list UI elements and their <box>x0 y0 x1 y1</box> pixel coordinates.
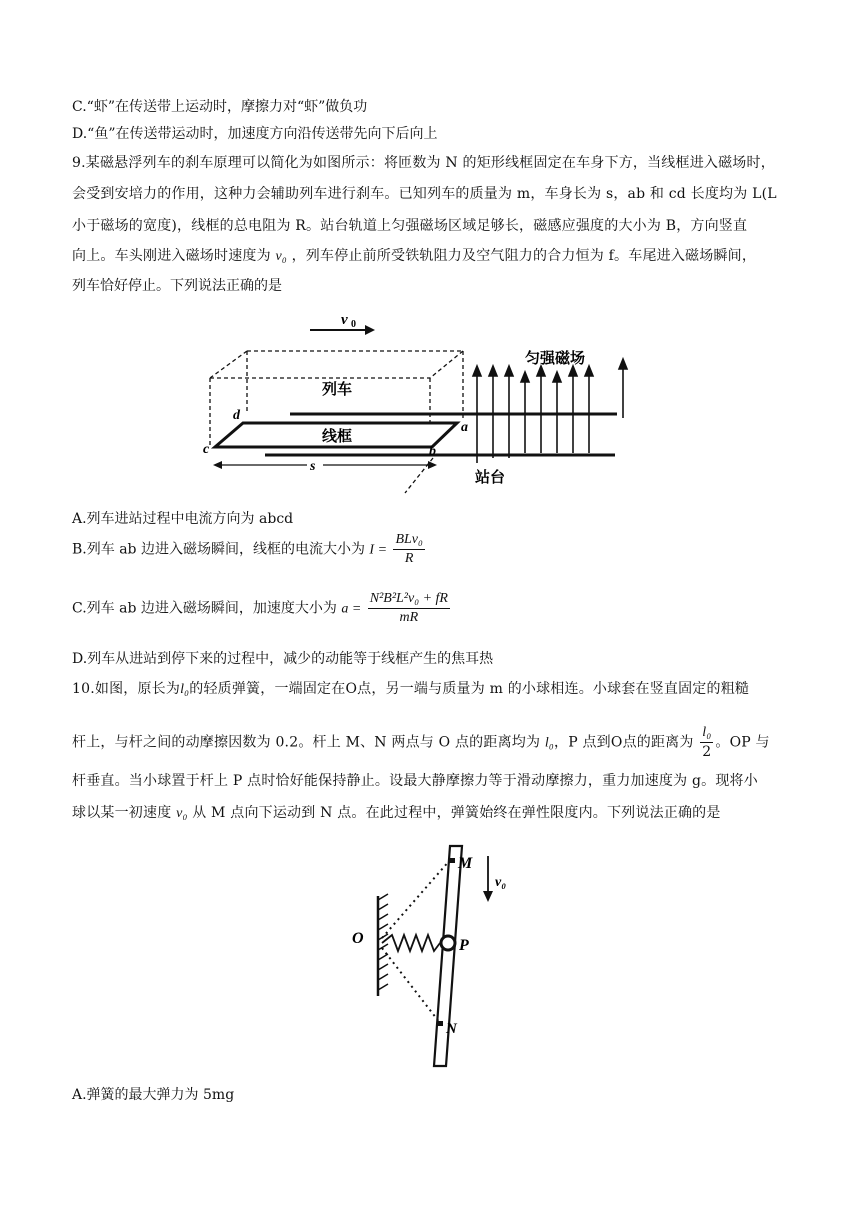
q9-stem-line4-end: ，列车停止前所受铁轨阻力及空气阻力的合力恒为 f。车尾进入磁场瞬间， <box>291 248 757 264</box>
frame-label: 线框 <box>322 427 353 445</box>
point-N-marker <box>437 1021 443 1026</box>
q9-option-c-text: C.列车 ab 边进入磁场瞬间，加速度大小为 <box>72 600 337 617</box>
label-c: c <box>203 442 210 457</box>
label-a: a <box>461 420 468 435</box>
length-s-arrow <box>213 458 437 474</box>
q10-half-numerator: l₀ <box>700 724 713 743</box>
q10-stem-line4 <box>72 803 721 824</box>
q9-option-c-denominator: mR <box>399 610 419 625</box>
q9-option-b-fraction <box>393 531 424 568</box>
q9-stem-line5: 列车恰好停止。下列说法正确的是 <box>72 278 282 294</box>
q10-stem-line4-end: 从 M 点向下运动到 N 点。在此过程中，弹簧始终在弹性限度内。下列说法正确的是 <box>192 805 721 821</box>
label-O: O <box>352 930 364 947</box>
platform-label: 站台 <box>475 468 506 486</box>
q10-stem-line2 <box>72 724 770 762</box>
q9-stem-line4 <box>72 246 756 267</box>
q9-option-b-text: B.列车 ab 边进入磁场瞬间，线框的电流大小为 <box>72 541 365 558</box>
q9-option-b-numerator: BLv₀ <box>393 531 424 550</box>
q9-option-b-lhs: I = <box>369 542 388 558</box>
q9-option-c-numerator: N²B²L²v₀ + fR <box>368 590 450 609</box>
velocity-arrow <box>310 312 375 335</box>
svg-text:0: 0 <box>351 319 356 330</box>
spring <box>382 935 440 951</box>
q9-option-b <box>72 531 427 569</box>
fig2-v0-label: v₀ <box>495 875 507 890</box>
q9-stem-line3: 小于磁场的宽度)，线框的总电阻为 R。站台轨道上匀强磁场区域足够长，磁感应强度的大小为 B，方向竖直 <box>72 218 748 234</box>
q10-stem-line2-mid: ，P 点到O点的距离为 <box>554 734 694 751</box>
dotted-ON <box>382 948 440 1023</box>
q9-stem-line4-start: 向上。车头刚进入磁场时速度为 <box>72 248 271 264</box>
wall-hatch <box>378 894 388 996</box>
q9-v0-symbol: v₀ <box>275 249 287 264</box>
fig-v0-label: v <box>341 312 348 328</box>
velocity-down-arrow <box>483 856 506 902</box>
q10-stem-line1-start: 10.如图，原长为 <box>72 681 181 697</box>
q8-option-c: C.“虾”在传送带上运动时，摩擦力对“虾”做负功 <box>72 99 368 115</box>
maglev-train-figure <box>195 308 635 503</box>
q9-option-c-fraction <box>368 590 450 627</box>
q9-stem-line1: 9.某磁悬浮列车的刹车原理可以简化为如图所示：将匝数为 N 的矩形线框固定在车身下方，当线框进入磁场时， <box>72 155 775 171</box>
spring-rod-figure <box>340 838 520 1073</box>
q10-l0-symbol: l₀ <box>180 682 190 697</box>
ball-P <box>441 936 455 950</box>
q10-stem-line2-start: 杆上，与杆之间的动摩擦因数为 0.2。杆上 M、N 两点与 O 点的距离均为 <box>72 734 541 751</box>
q10-stem-line2-end: 。OP 与 <box>715 734 770 751</box>
label-s: s <box>310 459 316 474</box>
label-b: b <box>429 444 436 459</box>
q8-option-d: D.“鱼”在传送带运动时，加速度方向沿传送带先向下后向上 <box>72 126 438 142</box>
q10-half-l0-fraction <box>700 724 713 761</box>
q10-l0-symbol-2: l₀ <box>544 735 555 751</box>
train-label: 列车 <box>322 380 353 398</box>
q10-option-a: A.弹簧的最大弹力为 5mg <box>72 1087 235 1103</box>
q9-option-a: A.列车进站过程中电流方向为 abcd <box>72 511 294 527</box>
q10-stem-line1 <box>72 679 749 700</box>
q10-half-denominator: 2 <box>702 744 712 760</box>
q9-stem-line2: 会受到安培力的作用，这种力会辅助列车进行刹车。已知列车的质量为 m，车身长为 s，ab 和 cd 长度均为 L(L <box>72 186 777 202</box>
q10-v0-symbol: v₀ <box>176 806 188 821</box>
q10-stem-line3: 杆垂直。当小球置于杆上 P 点时恰好能保持静止。设最大静摩擦力等于滑动摩擦力，重力加速度为 g。现将小 <box>72 773 758 789</box>
q9-option-c <box>72 590 452 628</box>
q10-stem-line4-start: 球以某一初速度 <box>72 805 172 821</box>
label-M: M <box>458 855 473 872</box>
q10-stem-line1-end: 的轻质弹簧，一端固定在O点，另一端与质量为 m 的小球相连。小球套在竖直固定的粗糙 <box>189 681 750 697</box>
label-d: d <box>233 408 240 423</box>
point-M-marker <box>449 858 455 863</box>
dotted-OM <box>382 860 450 938</box>
q9-option-d: D.列车从进站到停下来的过程中，减少的动能等于线框产生的焦耳热 <box>72 651 494 667</box>
magnetic-field-arrows <box>473 359 627 463</box>
label-P: P <box>459 937 469 954</box>
label-N: N <box>446 1021 457 1037</box>
field-label: 匀强磁场 <box>525 349 586 367</box>
q9-option-b-denominator: R <box>404 551 414 566</box>
q9-option-c-lhs: a = <box>341 601 362 617</box>
